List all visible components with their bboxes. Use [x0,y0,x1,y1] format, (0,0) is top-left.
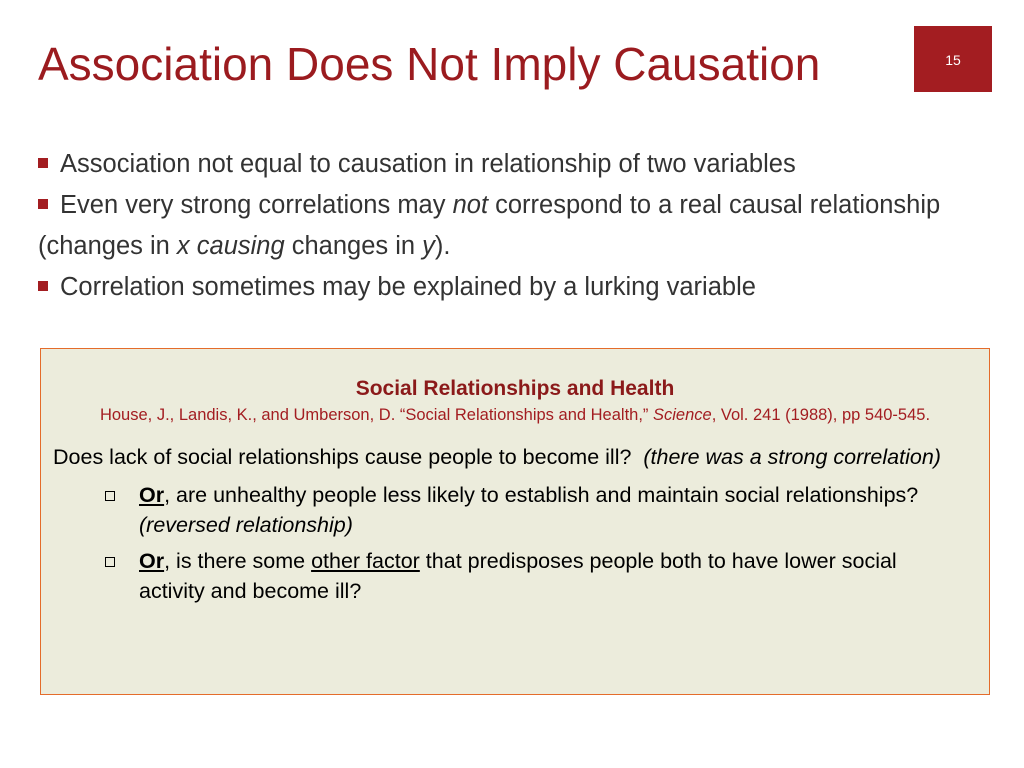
bullet-text-2-x: x causing [176,232,285,260]
bullet-item-2 [38,185,998,267]
sub-item-2-text-b: that predisposes people both to have lower social activity and become ill? [139,549,897,603]
square-bullet-icon [38,281,48,291]
bullet-text-3: Correlation sometimes may be explained by a lurking variable [60,273,756,301]
citation-text: House, J., Landis, K., and Umberson, D. “Social Relationships and Health,” [99,406,653,424]
sub-item-2-underlined: other factor [311,549,420,573]
sub-item-1-lead: Or [139,483,165,507]
sub-bullet-list [41,480,989,606]
box-question [53,441,969,473]
bullet-text-2b: correspond to a real causal relationship (changes in [38,191,941,260]
bullet-text-2a: Even very strong correlations may [60,191,453,219]
square-bullet-icon [38,199,48,209]
slide-title: Association Does Not Imply Causation [38,38,821,90]
bullet-text-2c: changes in [284,232,423,260]
question-note: (there was a strong correlation) [643,445,941,469]
bullet-list [38,144,998,308]
bullet-item-3 [38,267,998,308]
example-box [40,348,990,695]
sub-item-1-note: (reversed relationship) [139,513,353,537]
bullet-text-1: Association not equal to causation in relationship of two variables [60,150,796,178]
sub-item-1-text: , are unhealthy people less likely to establish and maintain social relationships? [164,483,919,507]
square-bullet-icon [38,158,48,168]
bullet-text-2d: ). [434,232,451,260]
sub-item-2-text-a: , is there some [164,549,312,573]
bullet-text-2-not: not [452,191,489,219]
box-title: Social Relationships and Health [355,377,675,400]
hollow-square-bullet-icon [105,557,115,567]
citation-journal: Science [653,406,712,424]
sub-item-2-lead: Or [139,549,165,573]
sub-bullet-item-1 [41,480,989,540]
bullet-text-2-y: y [422,232,435,260]
citation [61,403,969,427]
page-number-badge: 15 [914,26,992,92]
hollow-square-bullet-icon [105,491,115,501]
sub-bullet-item-2 [41,546,989,606]
question-text: Does lack of social relationships cause people to become ill? [53,445,632,469]
bullet-item-1 [38,144,998,185]
citation-details: , Vol. 241 (1988), pp 540-545. [711,406,931,424]
